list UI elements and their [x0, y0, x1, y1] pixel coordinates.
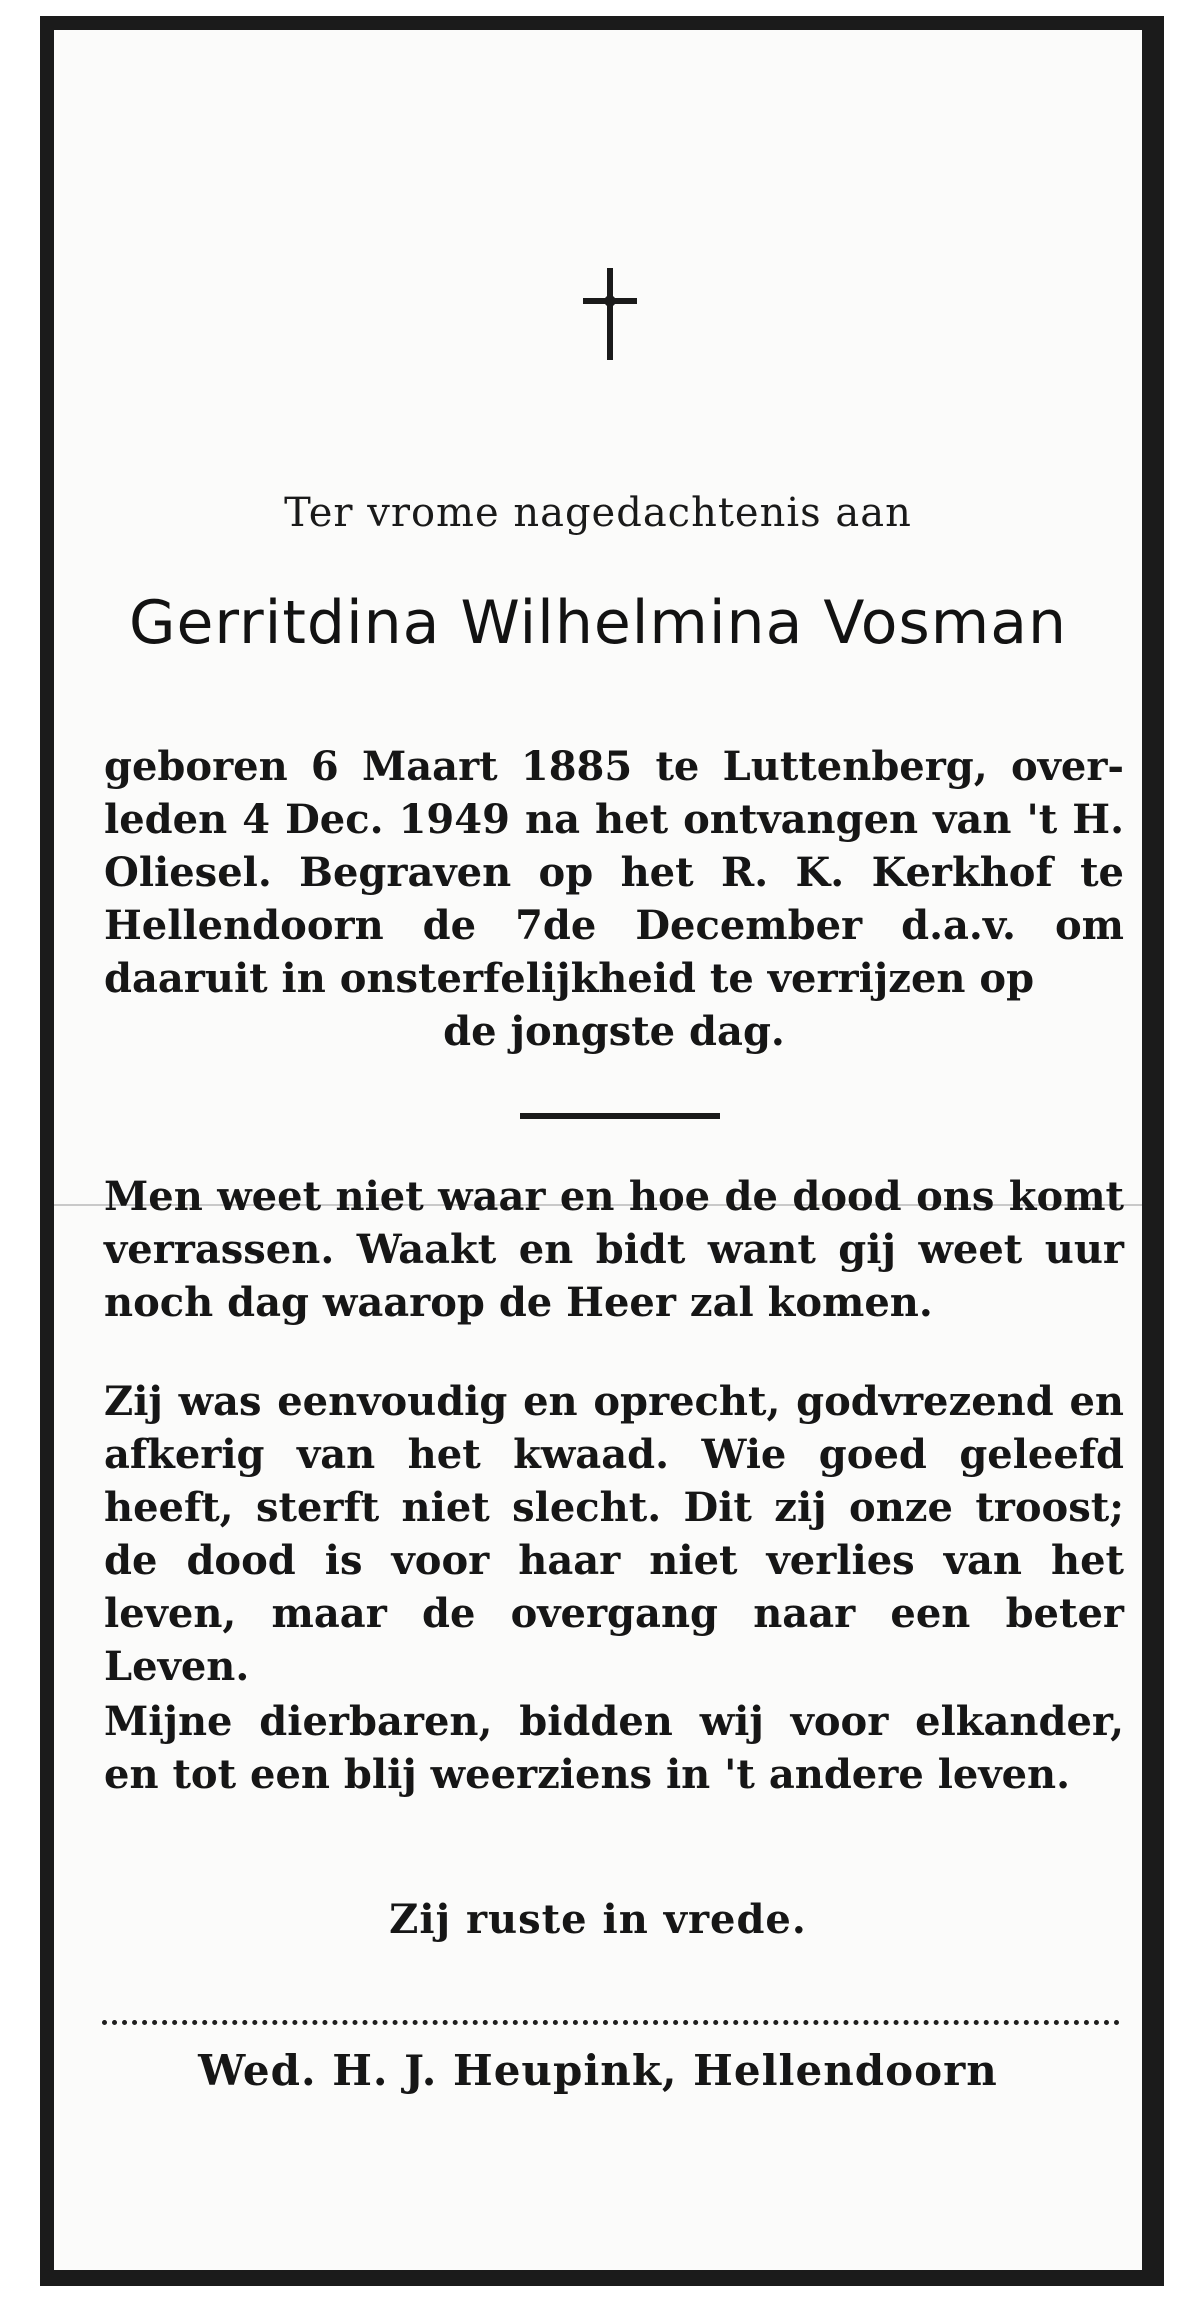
bio-line: daaruit in onsterfelijkheid te verrijzen op	[104, 955, 1035, 1002]
biography	[104, 740, 1124, 1058]
latin-cross-icon	[580, 268, 640, 360]
printer-credit: Wed. H. J. Heupink, Hellendoorn	[198, 2046, 998, 2095]
verse-2: Zij was eenvoudig en oprecht, godvrezend en afkerig van het kwaad. Wie goed geleefd heeft, sterft niet slecht. Dit zij onze troost; de dood is voor haar niet verlies van het leven, maar de overgang naar een beter Leven.	[104, 1378, 1124, 1690]
section-divider	[520, 1113, 720, 1119]
rest-in-peace: Zij ruste in vrede.	[389, 1896, 807, 1943]
verse-1: Men weet niet waar en hoe de dood ons komt verrassen. Waakt en bidt want gij weet uur noch dag waarop de Heer zal komen.	[104, 1173, 1124, 1326]
bio-line: Hellendoorn de 7de December d.a.v. om	[104, 902, 1124, 949]
bio-line: geboren 6 Maart 1885 te Luttenberg, over-	[104, 743, 1124, 790]
verse-3: Mijne dierbaren, bidden wij voor elkander, en tot een blij weerziens in 't andere leven.	[104, 1698, 1124, 1798]
bio-line: Oliesel. Begraven op het R. K. Kerkhof te	[104, 849, 1124, 896]
dotted-rule	[102, 2020, 1120, 2025]
intro-line: Ter vrome nagedachtenis aan	[284, 490, 912, 536]
memorial-card	[40, 16, 1164, 2286]
bio-line: leden 4 Dec. 1949 na het ontvangen van 't H.	[104, 796, 1124, 843]
bio-line-last: de jongste dag.	[443, 1008, 785, 1055]
deceased-name: Gerritdina Wilhelmina Vosman	[128, 588, 1068, 658]
